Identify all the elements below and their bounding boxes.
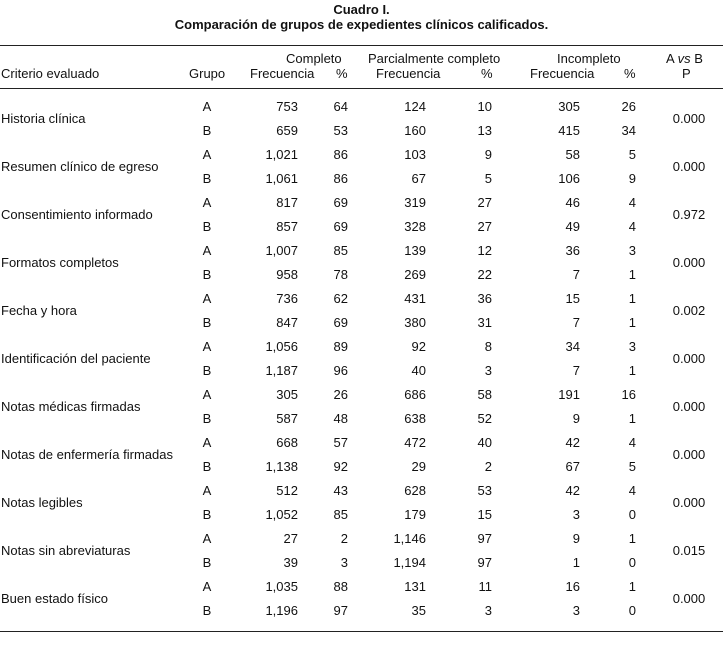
- completo-pct-cell: 43: [333, 483, 348, 498]
- incompleto-pct-cell: 1: [628, 291, 636, 306]
- grupo-cell: B: [202, 363, 212, 378]
- header-completo-frecuencia: Frecuencia: [250, 66, 315, 81]
- parcial-frecuencia-cell: 638: [404, 411, 426, 426]
- parcial-frecuencia-cell: 319: [404, 195, 426, 210]
- completo-pct-cell: 48: [333, 411, 348, 426]
- parcial-frecuencia-cell: 269: [404, 267, 426, 282]
- incompleto-frecuencia-cell: 9: [572, 531, 580, 546]
- criterio-cell: Buen estado físico: [1, 591, 108, 606]
- parcial-frecuencia-cell: 328: [404, 219, 426, 234]
- header-b: B: [694, 51, 703, 66]
- completo-pct-cell: 57: [333, 435, 348, 450]
- grupo-cell: A: [202, 483, 212, 498]
- completo-frecuencia-cell: 736: [276, 291, 298, 306]
- grupo-cell: B: [202, 315, 212, 330]
- parcial-pct-cell: 3: [484, 363, 492, 378]
- completo-frecuencia-cell: 857: [276, 219, 298, 234]
- incompleto-frecuencia-cell: 46: [565, 195, 580, 210]
- completo-pct-cell: 86: [333, 147, 348, 162]
- grupo-cell: B: [202, 507, 212, 522]
- completo-pct-cell: 2: [340, 531, 348, 546]
- parcial-pct-cell: 12: [477, 243, 492, 258]
- parcial-frecuencia-cell: 29: [411, 459, 426, 474]
- incompleto-frecuencia-cell: 415: [558, 123, 580, 138]
- incompleto-frecuencia-cell: 67: [565, 459, 580, 474]
- parcial-pct-cell: 40: [477, 435, 492, 450]
- incompleto-frecuencia-cell: 42: [565, 483, 580, 498]
- incompleto-pct-cell: 34: [621, 123, 636, 138]
- parcial-pct-cell: 10: [477, 99, 492, 114]
- completo-pct-cell: 86: [333, 171, 348, 186]
- completo-frecuencia-cell: 1,187: [265, 363, 298, 378]
- parcial-pct-cell: 52: [477, 411, 492, 426]
- incompleto-frecuencia-cell: 7: [572, 267, 580, 282]
- parcial-frecuencia-cell: 431: [404, 291, 426, 306]
- criterio-cell: Fecha y hora: [1, 303, 77, 318]
- incompleto-pct-cell: 3: [628, 243, 636, 258]
- grupo-cell: A: [202, 387, 212, 402]
- parcial-pct-cell: 27: [477, 219, 492, 234]
- grupo-cell: A: [202, 195, 212, 210]
- completo-frecuencia-cell: 1,061: [265, 171, 298, 186]
- completo-frecuencia-cell: 512: [276, 483, 298, 498]
- parcial-pct-cell: 9: [484, 147, 492, 162]
- criterio-cell: Notas de enfermería firmadas: [1, 447, 173, 462]
- incompleto-frecuencia-cell: 16: [565, 579, 580, 594]
- incompleto-frecuencia-cell: 58: [565, 147, 580, 162]
- p-value-cell: 0.000: [672, 399, 706, 414]
- completo-frecuencia-cell: 587: [276, 411, 298, 426]
- parcial-frecuencia-cell: 124: [404, 99, 426, 114]
- incompleto-pct-cell: 3: [628, 339, 636, 354]
- p-value-cell: 0.000: [672, 447, 706, 462]
- incompleto-pct-cell: 16: [621, 387, 636, 402]
- parcial-pct-cell: 36: [477, 291, 492, 306]
- completo-pct-cell: 89: [333, 339, 348, 354]
- parcial-pct-cell: 2: [484, 459, 492, 474]
- completo-pct-cell: 26: [333, 387, 348, 402]
- completo-frecuencia-cell: 1,056: [265, 339, 298, 354]
- header-completo: Completo: [286, 51, 342, 66]
- completo-frecuencia-cell: 958: [276, 267, 298, 282]
- incompleto-frecuencia-cell: 7: [572, 315, 580, 330]
- header-vs: vs: [677, 51, 691, 66]
- parcial-pct-cell: 5: [484, 171, 492, 186]
- parcial-pct-cell: 8: [484, 339, 492, 354]
- parcial-frecuencia-cell: 628: [404, 483, 426, 498]
- completo-pct-cell: 69: [333, 315, 348, 330]
- incompleto-pct-cell: 1: [628, 363, 636, 378]
- grupo-cell: A: [202, 579, 212, 594]
- completo-pct-cell: 85: [333, 507, 348, 522]
- incompleto-pct-cell: 0: [628, 603, 636, 618]
- completo-pct-cell: 78: [333, 267, 348, 282]
- parcial-pct-cell: 11: [478, 579, 492, 594]
- incompleto-pct-cell: 4: [628, 195, 636, 210]
- completo-frecuencia-cell: 668: [276, 435, 298, 450]
- criterio-cell: Consentimiento informado: [1, 207, 153, 222]
- incompleto-frecuencia-cell: 42: [565, 435, 580, 450]
- completo-frecuencia-cell: 753: [276, 99, 298, 114]
- grupo-cell: A: [202, 291, 212, 306]
- parcial-pct-cell: 3: [484, 603, 492, 618]
- completo-pct-cell: 69: [333, 219, 348, 234]
- header-completo-pct: %: [336, 66, 348, 81]
- completo-pct-cell: 96: [333, 363, 348, 378]
- completo-pct-cell: 88: [333, 579, 348, 594]
- p-value-cell: 0.000: [672, 495, 706, 510]
- parcial-pct-cell: 31: [477, 315, 492, 330]
- parcial-frecuencia-cell: 103: [404, 147, 426, 162]
- completo-pct-cell: 69: [333, 195, 348, 210]
- incompleto-pct-cell: 0: [628, 555, 636, 570]
- incompleto-pct-cell: 9: [628, 171, 636, 186]
- header-a-vs-b: [666, 51, 703, 67]
- incompleto-pct-cell: 1: [628, 579, 636, 594]
- incompleto-frecuencia-cell: 36: [565, 243, 580, 258]
- completo-frecuencia-cell: 1,052: [265, 507, 298, 522]
- completo-frecuencia-cell: 1,021: [265, 147, 298, 162]
- header-parcial: Parcialmente completo: [368, 51, 501, 66]
- header-grupo: Grupo: [189, 66, 226, 81]
- criterio-cell: Resumen clínico de egreso: [1, 159, 159, 174]
- incompleto-frecuencia-cell: 15: [565, 291, 580, 306]
- completo-frecuencia-cell: 1,196: [265, 603, 298, 618]
- incompleto-pct-cell: 5: [628, 147, 636, 162]
- parcial-frecuencia-cell: 686: [404, 387, 426, 402]
- completo-frecuencia-cell: 27: [283, 531, 298, 546]
- completo-frecuencia-cell: 39: [283, 555, 298, 570]
- grupo-cell: A: [202, 99, 212, 114]
- parcial-pct-cell: 27: [477, 195, 492, 210]
- criterio-cell: Notas legibles: [1, 495, 83, 510]
- incompleto-pct-cell: 4: [628, 435, 636, 450]
- parcial-pct-cell: 22: [477, 267, 492, 282]
- header-p: P: [682, 66, 691, 81]
- completo-frecuencia-cell: 305: [276, 387, 298, 402]
- header-parcial-pct: %: [481, 66, 493, 81]
- p-value-cell: 0.000: [672, 255, 706, 270]
- grupo-cell: B: [202, 459, 212, 474]
- criterio-cell: Notas sin abreviaturas: [1, 543, 131, 558]
- completo-frecuencia-cell: 1,035: [265, 579, 298, 594]
- incompleto-pct-cell: 0: [628, 507, 636, 522]
- parcial-pct-cell: 58: [477, 387, 492, 402]
- p-value-cell: 0.002: [672, 303, 706, 318]
- parcial-frecuencia-cell: 131: [404, 579, 426, 594]
- parcial-frecuencia-cell: 92: [411, 339, 426, 354]
- incompleto-pct-cell: 1: [628, 315, 636, 330]
- parcial-pct-cell: 53: [477, 483, 492, 498]
- header-rule: [0, 88, 723, 89]
- criterio-cell: Identificación del paciente: [1, 351, 151, 366]
- p-value-cell: 0.000: [672, 159, 706, 174]
- grupo-cell: A: [202, 339, 212, 354]
- criterio-cell: Notas médicas firmadas: [1, 399, 141, 414]
- grupo-cell: B: [202, 171, 212, 186]
- header-incompleto: Incompleto: [557, 51, 621, 66]
- parcial-frecuencia-cell: 160: [404, 123, 426, 138]
- incompleto-frecuencia-cell: 34: [565, 339, 580, 354]
- completo-pct-cell: 3: [340, 555, 348, 570]
- completo-frecuencia-cell: 1,007: [265, 243, 298, 258]
- p-value-cell: 0.972: [672, 207, 706, 222]
- incompleto-frecuencia-cell: 1: [572, 555, 580, 570]
- completo-pct-cell: 64: [333, 99, 348, 114]
- incompleto-frecuencia-cell: 191: [558, 387, 580, 402]
- incompleto-frecuencia-cell: 106: [558, 171, 580, 186]
- grupo-cell: B: [202, 267, 212, 282]
- grupo-cell: B: [202, 411, 212, 426]
- parcial-frecuencia-cell: 40: [411, 363, 426, 378]
- grupo-cell: A: [202, 531, 212, 546]
- header-parcial-frecuencia: Frecuencia: [376, 66, 441, 81]
- header-a: A: [666, 51, 674, 66]
- parcial-frecuencia-cell: 35: [411, 603, 426, 618]
- completo-pct-cell: 92: [333, 459, 348, 474]
- header-incompleto-frecuencia: Frecuencia: [530, 66, 595, 81]
- parcial-frecuencia-cell: 1,194: [393, 555, 426, 570]
- parcial-frecuencia-cell: 179: [404, 507, 426, 522]
- criterio-cell: Historia clínica: [1, 111, 86, 126]
- parcial-pct-cell: 97: [477, 555, 492, 570]
- parcial-frecuencia-cell: 472: [404, 435, 426, 450]
- incompleto-pct-cell: 1: [628, 267, 636, 282]
- parcial-pct-cell: 15: [477, 507, 492, 522]
- incompleto-frecuencia-cell: 7: [572, 363, 580, 378]
- completo-frecuencia-cell: 817: [276, 195, 298, 210]
- incompleto-frecuencia-cell: 3: [572, 507, 580, 522]
- grupo-cell: B: [202, 603, 212, 618]
- p-value-cell: 0.000: [672, 351, 706, 366]
- completo-pct-cell: 97: [333, 603, 348, 618]
- completo-pct-cell: 53: [333, 123, 348, 138]
- incompleto-pct-cell: 4: [628, 219, 636, 234]
- table-number: Cuadro I.: [333, 2, 390, 17]
- parcial-frecuencia-cell: 1,146: [393, 531, 426, 546]
- incompleto-pct-cell: 1: [628, 411, 636, 426]
- incompleto-pct-cell: 1: [628, 531, 636, 546]
- parcial-frecuencia-cell: 67: [411, 171, 426, 186]
- grupo-cell: A: [202, 147, 212, 162]
- criterio-cell: Formatos completos: [1, 255, 119, 270]
- p-value-cell: 0.000: [672, 591, 706, 606]
- completo-pct-cell: 62: [333, 291, 348, 306]
- top-rule: [0, 45, 723, 46]
- table-title: Comparación de grupos de expedientes clínicos calificados.: [174, 17, 549, 32]
- grupo-cell: B: [202, 123, 212, 138]
- incompleto-pct-cell: 4: [628, 483, 636, 498]
- incompleto-frecuencia-cell: 49: [565, 219, 580, 234]
- incompleto-frecuencia-cell: 305: [558, 99, 580, 114]
- header-criterio: Criterio evaluado: [1, 66, 100, 81]
- incompleto-frecuencia-cell: 3: [572, 603, 580, 618]
- grupo-cell: A: [202, 243, 212, 258]
- completo-frecuencia-cell: 1,138: [265, 459, 298, 474]
- incompleto-pct-cell: 26: [621, 99, 636, 114]
- parcial-pct-cell: 97: [477, 531, 492, 546]
- p-value-cell: 0.000: [672, 111, 706, 126]
- completo-pct-cell: 85: [333, 243, 348, 258]
- parcial-frecuencia-cell: 380: [404, 315, 426, 330]
- parcial-frecuencia-cell: 139: [404, 243, 426, 258]
- incompleto-pct-cell: 5: [628, 459, 636, 474]
- completo-frecuencia-cell: 659: [276, 123, 298, 138]
- grupo-cell: B: [202, 555, 212, 570]
- grupo-cell: B: [202, 219, 212, 234]
- completo-frecuencia-cell: 847: [276, 315, 298, 330]
- header-incompleto-pct: %: [624, 66, 636, 81]
- parcial-pct-cell: 13: [477, 123, 492, 138]
- grupo-cell: A: [202, 435, 212, 450]
- incompleto-frecuencia-cell: 9: [572, 411, 580, 426]
- p-value-cell: 0.015: [672, 543, 706, 558]
- bottom-rule: [0, 631, 723, 632]
